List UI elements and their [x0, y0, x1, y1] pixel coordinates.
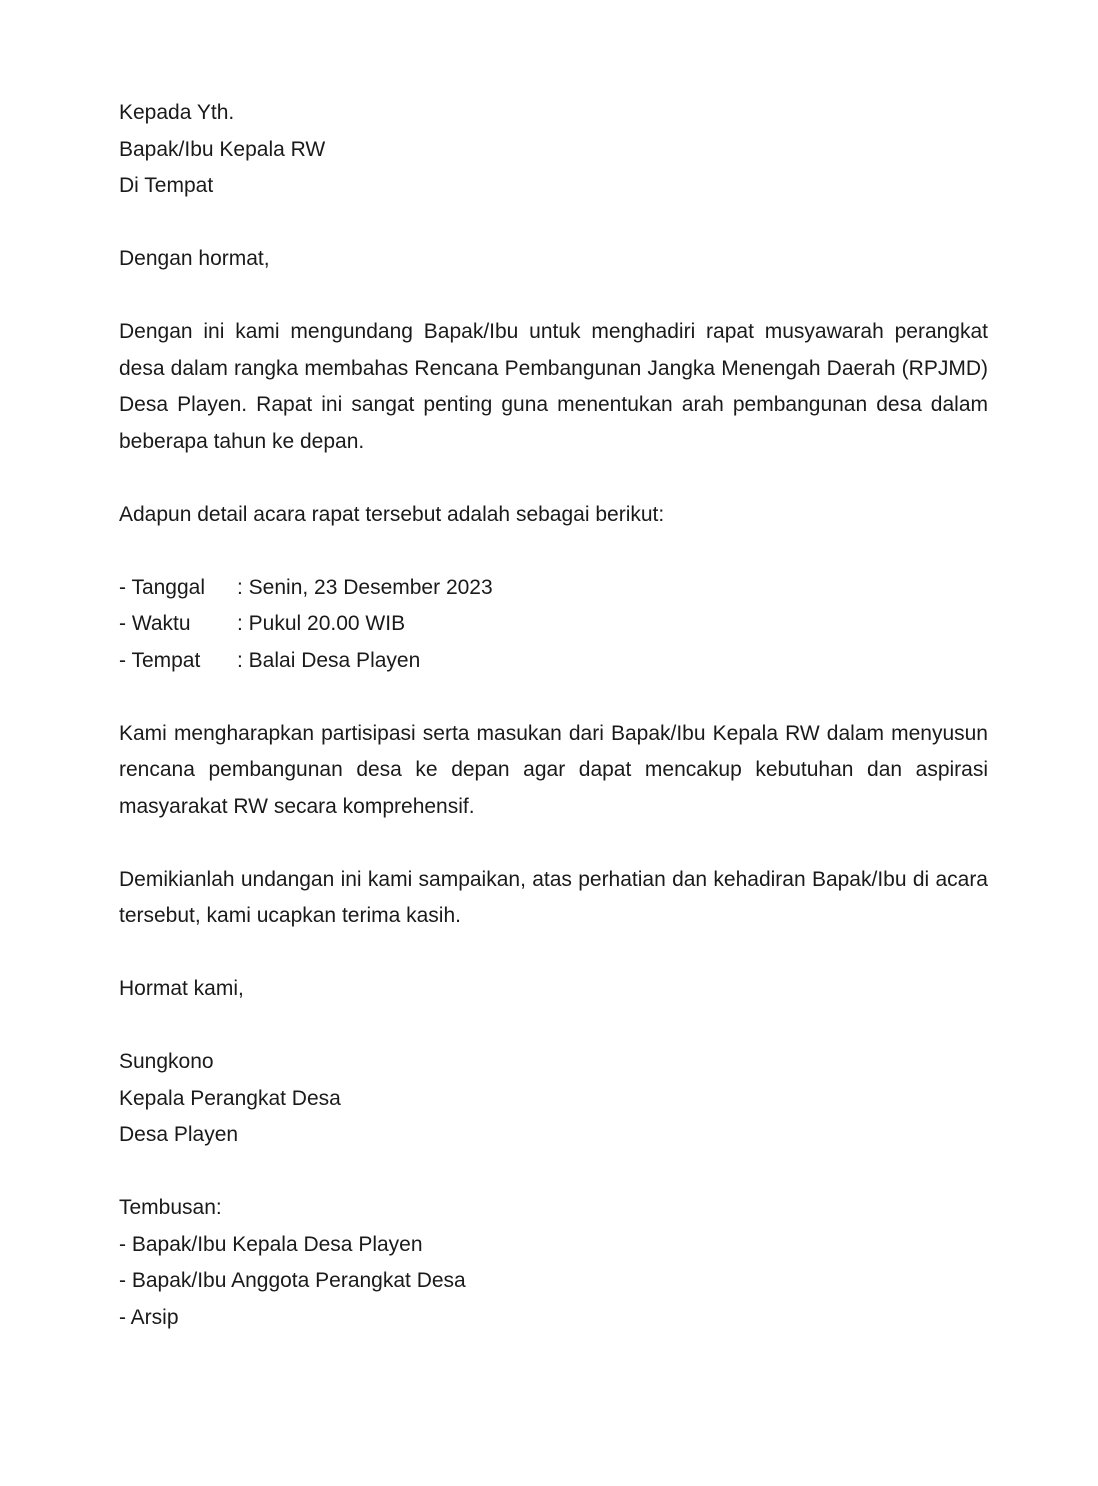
cc-item: - Bapak/Ibu Anggota Perangkat Desa [119, 1269, 466, 1292]
recipient-line-2: Bapak/Ibu Kepala RW [119, 137, 326, 161]
detail-row-tempat [119, 643, 988, 680]
closing-salutation: Hormat kami, [119, 977, 244, 1000]
letter-body [119, 95, 988, 1336]
detail-label-tanggal: - Tanggal [119, 575, 206, 599]
spacer [119, 825, 988, 862]
paragraph-opening: Dengan ini kami mengundang Bapak/Ibu untuk menghadiri rapat musyawarah perangkat desa dalam rangka membahas Rencana Pembangunan Jangka Menengah Daerah (RPJMD) Desa Playen. Rapat ini sangat penting guna menentukan arah pembangunan desa dalam beberapa tahun ke depan. [119, 320, 988, 453]
detail-label-waktu: - Waktu [119, 612, 191, 635]
paragraph-participation: Kami mengharapkan partisipasi serta masukan dari Bapak/Ibu Kepala RW dalam menyusun rencana pembangunan desa ke depan agar dapat mencakup kebutuhan dan aspirasi masyarakat RW secara komprehensif. [119, 721, 988, 818]
signature-block [119, 1044, 988, 1154]
detail-label-tempat: - Tempat [119, 648, 201, 672]
spacer [119, 935, 988, 972]
spacer [119, 533, 988, 570]
detail-row-tanggal [119, 570, 988, 607]
signer-name: Sungkono [119, 1050, 214, 1073]
spacer [119, 679, 988, 716]
detail-value-tanggal: : Senin, 23 Desember 2023 [237, 575, 493, 599]
signer-position: Kepala Perangkat Desa [119, 1086, 341, 1110]
spacer [119, 278, 988, 315]
spacer [119, 1154, 988, 1191]
recipient-block [119, 95, 988, 205]
cc-heading: Tembusan: [119, 1196, 222, 1219]
recipient-line-3: Di Tempat [119, 174, 214, 197]
cc-block [119, 1190, 988, 1336]
recipient-line-1: Kepada Yth. [119, 101, 235, 124]
spacer [119, 205, 988, 242]
detail-row-waktu [119, 606, 988, 643]
cc-item: - Arsip [119, 1305, 179, 1329]
spacer [119, 1008, 988, 1045]
detail-value-waktu: : Pukul 20.00 WIB [237, 612, 406, 635]
salutation: Dengan hormat, [119, 247, 270, 270]
paragraph-closing-statement: Demikianlah undangan ini kami sampaikan, atas perhatian dan kehadiran Bapak/Ibu di acara tersebut, kami ucapkan terima kasih. [119, 867, 988, 927]
signer-organization: Desa Playen [119, 1123, 239, 1146]
spacer [119, 460, 988, 497]
event-details-list [119, 570, 988, 680]
cc-item: - Bapak/Ibu Kepala Desa Playen [119, 1232, 423, 1256]
details-intro: Adapun detail acara rapat tersebut adalah sebagai berikut: [119, 502, 665, 526]
detail-value-tempat: : Balai Desa Playen [237, 648, 421, 672]
